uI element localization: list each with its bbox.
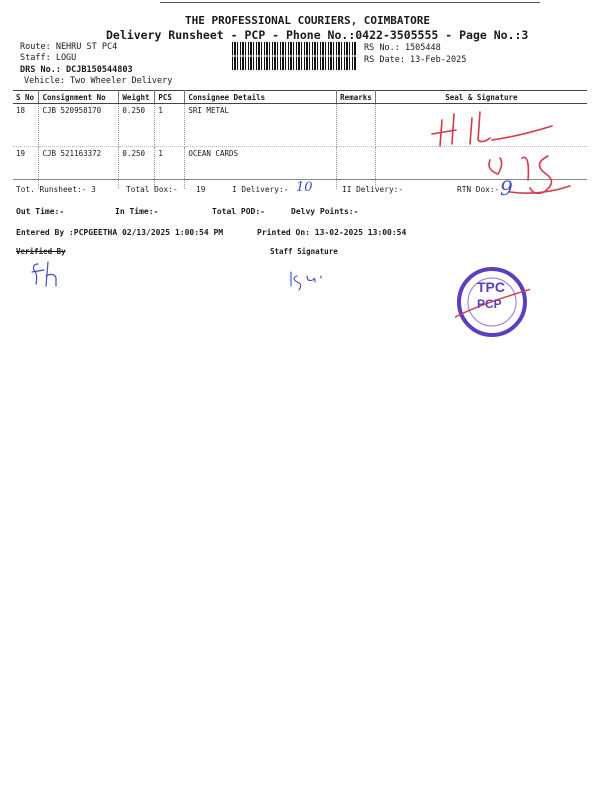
verified-signature [28, 258, 88, 294]
total-pod: Total POD:- [212, 207, 265, 216]
staff-info: Staff: LOGU [20, 53, 77, 63]
cell-remarks [337, 147, 376, 190]
tot-runsheet: Tot. Runsheet:- 3 [16, 185, 96, 194]
top-rule [160, 2, 540, 3]
cell-pcs: 1 [155, 147, 185, 190]
vehicle-info: Vehicle: Two Wheeler Delivery [24, 76, 173, 86]
rtn-dox-label: RTN Dox:- [457, 185, 500, 194]
handwritten-i-delivery: 10 [296, 180, 313, 195]
runsheet-title: Delivery Runsheet - PCP - Phone No.:0422-3505555 - Page No.:3 [106, 28, 529, 42]
out-time: Out Time:- [16, 207, 65, 216]
staff-signature-label: Staff Signature [270, 247, 338, 256]
cell-sno: 19 [13, 147, 39, 190]
total-dox-label: Total Dox:- [126, 185, 178, 194]
col-consignee: Consignee Details [185, 91, 337, 104]
col-seal: Seal & Signature [375, 91, 587, 104]
rs-date: RS Date: 13-Feb-2025 [364, 55, 467, 65]
entered-by: Entered By :PCPGEETHA 02/13/2025 1:00:54 PM [16, 228, 224, 237]
col-sno: S No [13, 91, 39, 104]
ii-delivery-label: II Delivery:- [342, 185, 404, 194]
red-handwriting-mark [420, 100, 590, 210]
verified-by-label: Verified By [16, 247, 66, 256]
cell-remarks [337, 104, 376, 147]
total-dox-value: 19 [196, 185, 206, 194]
i-delivery-label: I Delivery:- [232, 185, 289, 194]
delvy-points: Delvy Points:- [291, 207, 359, 216]
drs-number: DRS No.: DCJB150544803 [20, 65, 133, 75]
stamp-line1: TPC [477, 279, 505, 295]
col-weight: Weight [119, 91, 155, 104]
barcode-image [232, 42, 356, 70]
cell-consignment: CJB 520958170 [39, 104, 119, 147]
staff-signature [285, 264, 345, 294]
cell-consignee: SRI METAL [185, 104, 337, 147]
in-time: In Time:- [115, 207, 159, 216]
stamp-line2: PCP [477, 297, 502, 311]
col-pcs: PCS [155, 91, 185, 104]
printed-on: Printed On: 13-02-2025 13:00:54 [257, 228, 407, 237]
cell-weight: 0.250 [119, 147, 155, 190]
cell-pcs: 1 [155, 104, 185, 147]
cell-consignee: OCEAN CARDS [185, 147, 337, 190]
company-name: THE PROFESSIONAL COURIERS, COIMBATORE [185, 14, 431, 27]
cell-weight: 0.250 [119, 104, 155, 147]
rs-number: RS No.: 1505448 [364, 43, 441, 53]
col-remarks: Remarks [337, 91, 376, 104]
cell-consignment: CJB 521163372 [39, 147, 119, 190]
handwritten-rtn-dox: 9 [500, 176, 513, 200]
col-consignment: Consignment No [39, 91, 119, 104]
cell-sno: 18 [13, 104, 39, 147]
route-info: Route: NEHRU ST PC4 [20, 42, 118, 52]
company-stamp [455, 265, 530, 340]
